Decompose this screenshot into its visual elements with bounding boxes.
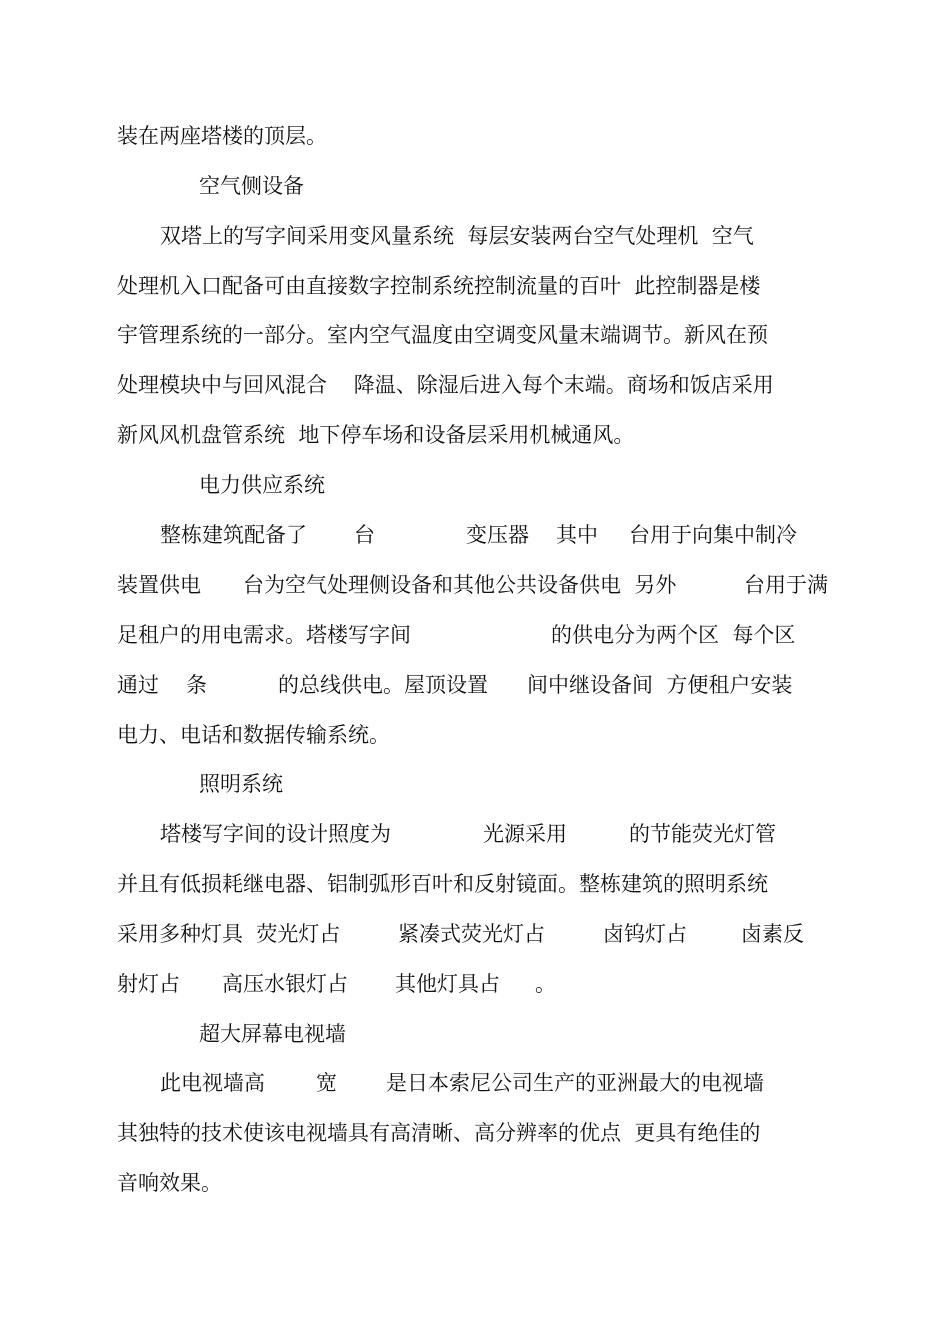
paragraph-line: 装在两座塔楼的顶层。 [117,124,327,148]
text-segment: 塔楼写字间的设计照度为 [160,822,391,846]
text-segment: 此电视墙高 [160,1071,265,1095]
text-segment: 卤钨灯占 [603,922,687,946]
text-segment: 。 [535,972,556,996]
text-segment: 台用于向集中制冷 [629,523,797,547]
text-segment: 其中 [556,523,598,547]
paragraph-line [117,672,817,698]
text-segment: 采用多种灯具 荧光灯占 [117,922,341,946]
text-segment: 宽 [316,1071,337,1095]
paragraph-line [117,921,817,947]
paragraph-line [117,572,828,598]
text-segment: 足租户的用电需求。塔楼写字间 [117,623,411,647]
text-segment: 间中继设备间 方便租户安装 [527,673,793,697]
section-heading-video-wall: 超大屏幕电视墙 [199,1022,346,1046]
paragraph-line [160,821,820,847]
paragraph-line [160,1070,820,1096]
paragraph-line [117,971,817,997]
paragraph-line: 音响效果。 [117,1171,222,1195]
text-segment: 光源采用 [483,822,567,846]
paragraph-line: 新风风机盘管系统 地下停车场和设备层采用机械通风。 [117,423,635,447]
paragraph-line [117,622,817,648]
section-heading-air-side: 空气侧设备 [199,174,304,198]
section-heading-lighting: 照明系统 [199,772,283,796]
paragraph-line: 处理机入口配备可由直接数字控制系统控制流量的百叶 此控制器是楼 [117,274,761,298]
text-segment: 装置供电 [117,573,201,597]
text-segment: 变压器 [466,523,529,547]
text-segment: 的总线供电。屋顶设置 [278,673,488,697]
paragraph-line: 电力、电话和数据传输系统。 [117,723,390,747]
paragraph-line: 双塔上的写字间采用变风量系统 每层安装两台空气处理机 空气 [160,224,754,248]
text-segment: 紧凑式荧光灯占 [398,922,545,946]
section-heading-power-supply: 电力供应系统 [199,473,325,497]
text-segment: 台用于满 [744,573,828,597]
paragraph-line: 处理模块中与回风混合 降温、除湿后进入每个末端。商场和饭店采用 [117,373,774,397]
text-segment: 高压水银灯占 [222,972,348,996]
text-segment: 其他灯具占 [395,972,500,996]
text-segment: 是日本索尼公司生产的亚洲最大的电视墙 [386,1071,764,1095]
text-segment: 的节能荧光灯管 [629,822,776,846]
text-segment: 台 [354,523,375,547]
text-segment: 台为空气处理侧设备和其他公共设备供电 另外 [243,573,677,597]
paragraph-line: 宇管理系统的一部分。室内空气温度由空调变风量末端调节。新风在预 [117,323,768,347]
text-segment: 射灯占 [117,972,180,996]
paragraph-line: 并且有低损耗继电器、铝制弧形百叶和反射镜面。整栋建筑的照明系统 [117,872,768,896]
text-segment: 的供电分为两个区 每个区 [551,623,796,647]
text-segment: 整栋建筑配备了 [160,523,307,547]
paragraph-line [160,522,820,548]
paragraph-line: 其独特的技术使该电视墙具有高清晰、高分辨率的优点 更具有绝佳的 [117,1121,761,1145]
text-segment: 通过 [117,673,159,697]
text-segment: 卤素反 [741,922,804,946]
text-segment: 条 [186,673,207,697]
